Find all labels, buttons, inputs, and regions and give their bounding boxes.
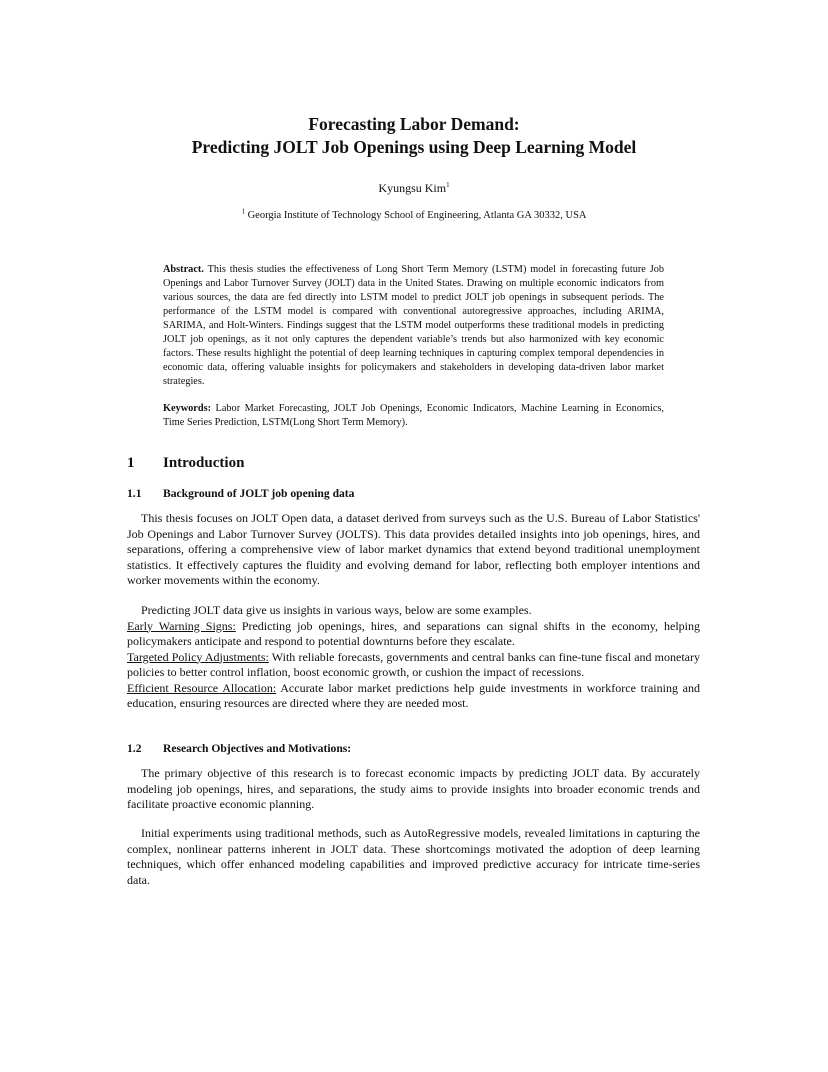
example-text: Predicting job openings, hires, and separations can signal shifts in the economy, helping policymakers anticipate and respond to potential downturns before they escalate. <box>127 618 700 648</box>
section-title: Introduction <box>163 455 245 471</box>
author-superscript: 1 <box>446 181 450 189</box>
keywords-text: Labor Market Forecasting, JOLT Job Openings, Economic Indicators, Machine Learning in Economics, Time Series Prediction, LSTM(Long Short Term Memory). <box>163 403 664 428</box>
section-number: 1 <box>127 455 135 471</box>
abstract-label: Abstract. <box>163 264 204 275</box>
objectives-paragraph: The primary objective of this research is to forecast economic impacts by predicting JOLT data. By accurately modeling job openings, hires, and separations, the study aims to provide insights into broader economic trends and facilitate proactive economic planning. <box>127 766 700 811</box>
motivations-paragraph: Initial experiments using traditional methods, such as AutoRegressive models, revealed limitations in capturing the complex, nonlinear patterns inherent in JOLT data. These shortcomings motivated the adoption of deep learning techniques, which offer enhanced modeling capabilities and improved predictive accuracy for intricate time-series data. <box>127 826 700 887</box>
subsection-title: Background of JOLT job opening data <box>163 487 355 500</box>
author-name: Kyungsu Kim <box>378 181 447 195</box>
examples-intro: Predicting JOLT data give us insights in various ways, below are some examples. <box>141 603 532 617</box>
subsection-title: Research Objectives and Motivations: <box>163 742 352 755</box>
affiliation-text: Georgia Institute of Technology School of Engineering, Atlanta GA 30332, USA <box>247 210 587 221</box>
paper-title-line2: Predicting JOLT Job Openings using Deep Learning Model <box>191 137 637 157</box>
subsection-number: 1.1 <box>127 487 142 500</box>
abstract-text: This thesis studies the effectiveness of Long Short Term Memory (LSTM) model in forecasting future Job Openings and Labor Turnover Survey (JOLT) data in the United States. Drawing on multiple economic indicators from various sources, the data are fed directly into LSTM model to predict JOLT job openings in subsequent periods. The performance of the LSTM model is compared with conventional autoregressive approaches, including ARIMA, SARIMA, and Holt-Winters. Findings suggest that the LSTM model outperforms these traditional models in predicting JOLT job openings, as it not only captures the dependent variable’s trends but also harmonized with key economic factors. These results highlight the potential of deep learning techniques in capturing complex temporal dependencies in economic data, offering valuable insights for policymakers and stakeholders in developing data-driven labor market strategies. <box>163 264 664 387</box>
example-text: Accurate labor market predictions help guide investments in workforce training and education, ensuring resources are directed where they are needed most. <box>127 680 701 710</box>
affiliation-superscript: 1 <box>241 207 245 216</box>
keywords <box>163 402 664 430</box>
background-paragraph: This thesis focuses on JOLT Open data, a dataset derived from surveys such as the U.S. Bureau of Labor Statistics' Job Openings and Labor Turnover Survey (JOLTS). This data provides detailed insights into job openings, hires, and separations, offering a comprehensive view of labor market dynamics that extend beyond traditional unemployment statistics. It effectively captures the fluidity and evolving demand for labor, reflecting both employer intentions and worker movements within the economy. <box>127 511 700 587</box>
subsection-number: 1.2 <box>127 742 142 755</box>
example-policy-adjustments <box>127 650 700 681</box>
affiliation-line <box>0 209 828 223</box>
example-early-warning <box>127 619 700 650</box>
subsection-heading-background <box>127 486 354 502</box>
author-line <box>0 180 828 196</box>
examples-block <box>127 603 700 712</box>
paper-title-line1: Forecasting Labor Demand: <box>308 114 520 134</box>
example-term: Efficient Resource Allocation: <box>127 680 277 695</box>
keywords-label: Keywords: <box>163 403 212 414</box>
example-term: Early Warning Signs: <box>127 618 236 633</box>
example-text: With reliable forecasts, governments and central banks can fine-tune fiscal and monetary policies to better control inflation, boost economic growth, or cushion the impact of recessions. <box>127 649 700 679</box>
example-resource-allocation <box>127 681 700 712</box>
abstract <box>163 263 664 389</box>
example-term: Targeted Policy Adjustments: <box>127 649 269 664</box>
section-heading-introduction <box>127 453 244 473</box>
subsection-heading-objectives <box>127 741 351 757</box>
